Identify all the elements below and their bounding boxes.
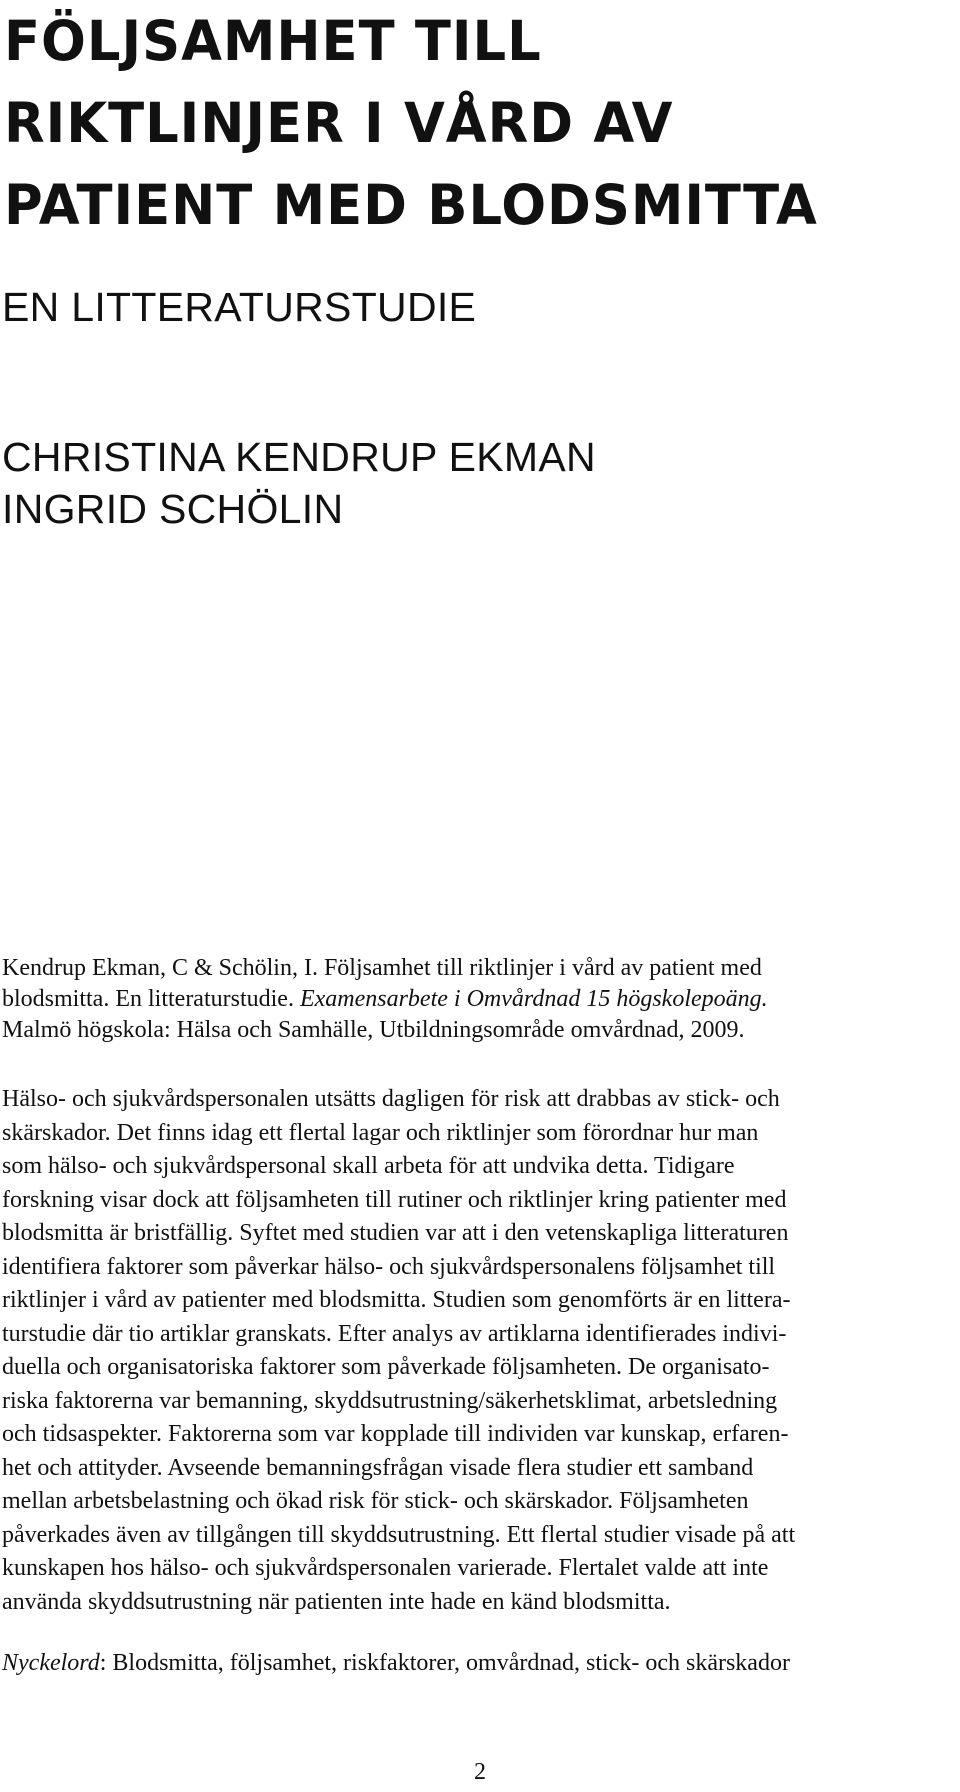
citation-line-1: Kendrup Ekman, C & Schölin, I. Följsamhet till riktlinjer i vård av patient med xyxy=(2,955,762,981)
citation-line-2 xyxy=(2,984,952,1015)
title-line-3: PATIENT MED BLODSMITTA xyxy=(4,173,818,237)
title-line-1: FÖLJSAMHET TILL xyxy=(4,9,542,73)
document-title xyxy=(4,0,954,246)
keywords-text: : Blodsmitta, följsamhet, riskfaktorer, omvårdnad, stick- och skärskador xyxy=(99,1650,790,1676)
abstract-line: forskning visar dock att följsamheten till rutiner och riktlinjer kring patienter med xyxy=(2,1186,787,1213)
page-number: 2 xyxy=(474,1759,486,1785)
abstract-line: använda skyddsutrustning när patienten inte hade en känd blodsmitta. xyxy=(2,1588,671,1615)
abstract-line: duella och organisatoriska faktorer som påverkade följsamheten. De organisato- xyxy=(2,1354,770,1380)
abstract-paragraph xyxy=(2,1083,957,1619)
abstract-line: identifiera faktorer som påverkar hälso- och sjukvårdspersonalens följsamhet till xyxy=(2,1253,776,1280)
abstract-line: kunskapen hos hälso- och sjukvårdspersonalen varierade. Flertalet valde att inte xyxy=(2,1555,769,1581)
abstract-line: Hälso- och sjukvårdspersonalen utsätts dagligen för risk att drabbas av stick- och xyxy=(2,1086,780,1112)
abstract-line: och tidsaspekter. Faktorerna som var kopplade till individen var kunskap, erfaren- xyxy=(2,1421,789,1447)
abstract-line: het och attityder. Avseende bemanningsfrågan visade flera studier ett samband xyxy=(2,1454,754,1481)
author-name: CHRISTINA KENDRUP EKMAN xyxy=(2,434,596,480)
abstract-line: blodsmitta är bristfällig. Syftet med studien var att i den vetenskapliga litteraturen xyxy=(2,1220,789,1246)
keywords xyxy=(2,1647,957,1679)
abstract-line: påverkades även av tillgången till skyddsutrustning. Ett flertal studier visade på att xyxy=(2,1521,796,1548)
abstract-line: riska faktorerna var bemanning, skyddsutrustning/säkerhetsklimat, arbetsledning xyxy=(2,1387,778,1414)
title-line-2: RIKTLINJER I VÅRD AV xyxy=(4,91,674,155)
citation-line-2-italic: Examensarbete i Omvårdnad 15 högskolepoäng. xyxy=(299,986,768,1012)
abstract-line: riktlinjer i vård av patienter med blodsmitta. Studien som genomförts är en littera- xyxy=(2,1287,791,1313)
citation-reference xyxy=(2,953,952,1046)
abstract-line: skärskador. Det finns idag ett flertal lagar och riktlinjer som förordnar hur man xyxy=(2,1119,759,1146)
abstract-line: mellan arbetsbelastning och ökad risk för stick- och skärskador. Följsamheten xyxy=(2,1488,749,1514)
author-list xyxy=(2,431,596,535)
author-name: INGRID SCHÖLIN xyxy=(2,486,344,532)
abstract-line: som hälso- och sjukvårdspersonal skall arbeta för att undvika detta. Tidigare xyxy=(2,1153,735,1179)
citation-line-3: Malmö högskola: Hälsa och Samhälle, Utbildningsområde omvårdnad, 2009. xyxy=(2,1017,745,1043)
abstract-line: turstudie där tio artiklar granskats. Efter analys av artiklarna identifierades indivi- xyxy=(2,1320,787,1347)
citation-line-2-plain: blodsmitta. En litteraturstudie. xyxy=(2,986,300,1012)
document-subtitle: EN LITTERATURSTUDIE xyxy=(2,284,477,330)
keywords-label: Nyckelord xyxy=(2,1650,100,1676)
